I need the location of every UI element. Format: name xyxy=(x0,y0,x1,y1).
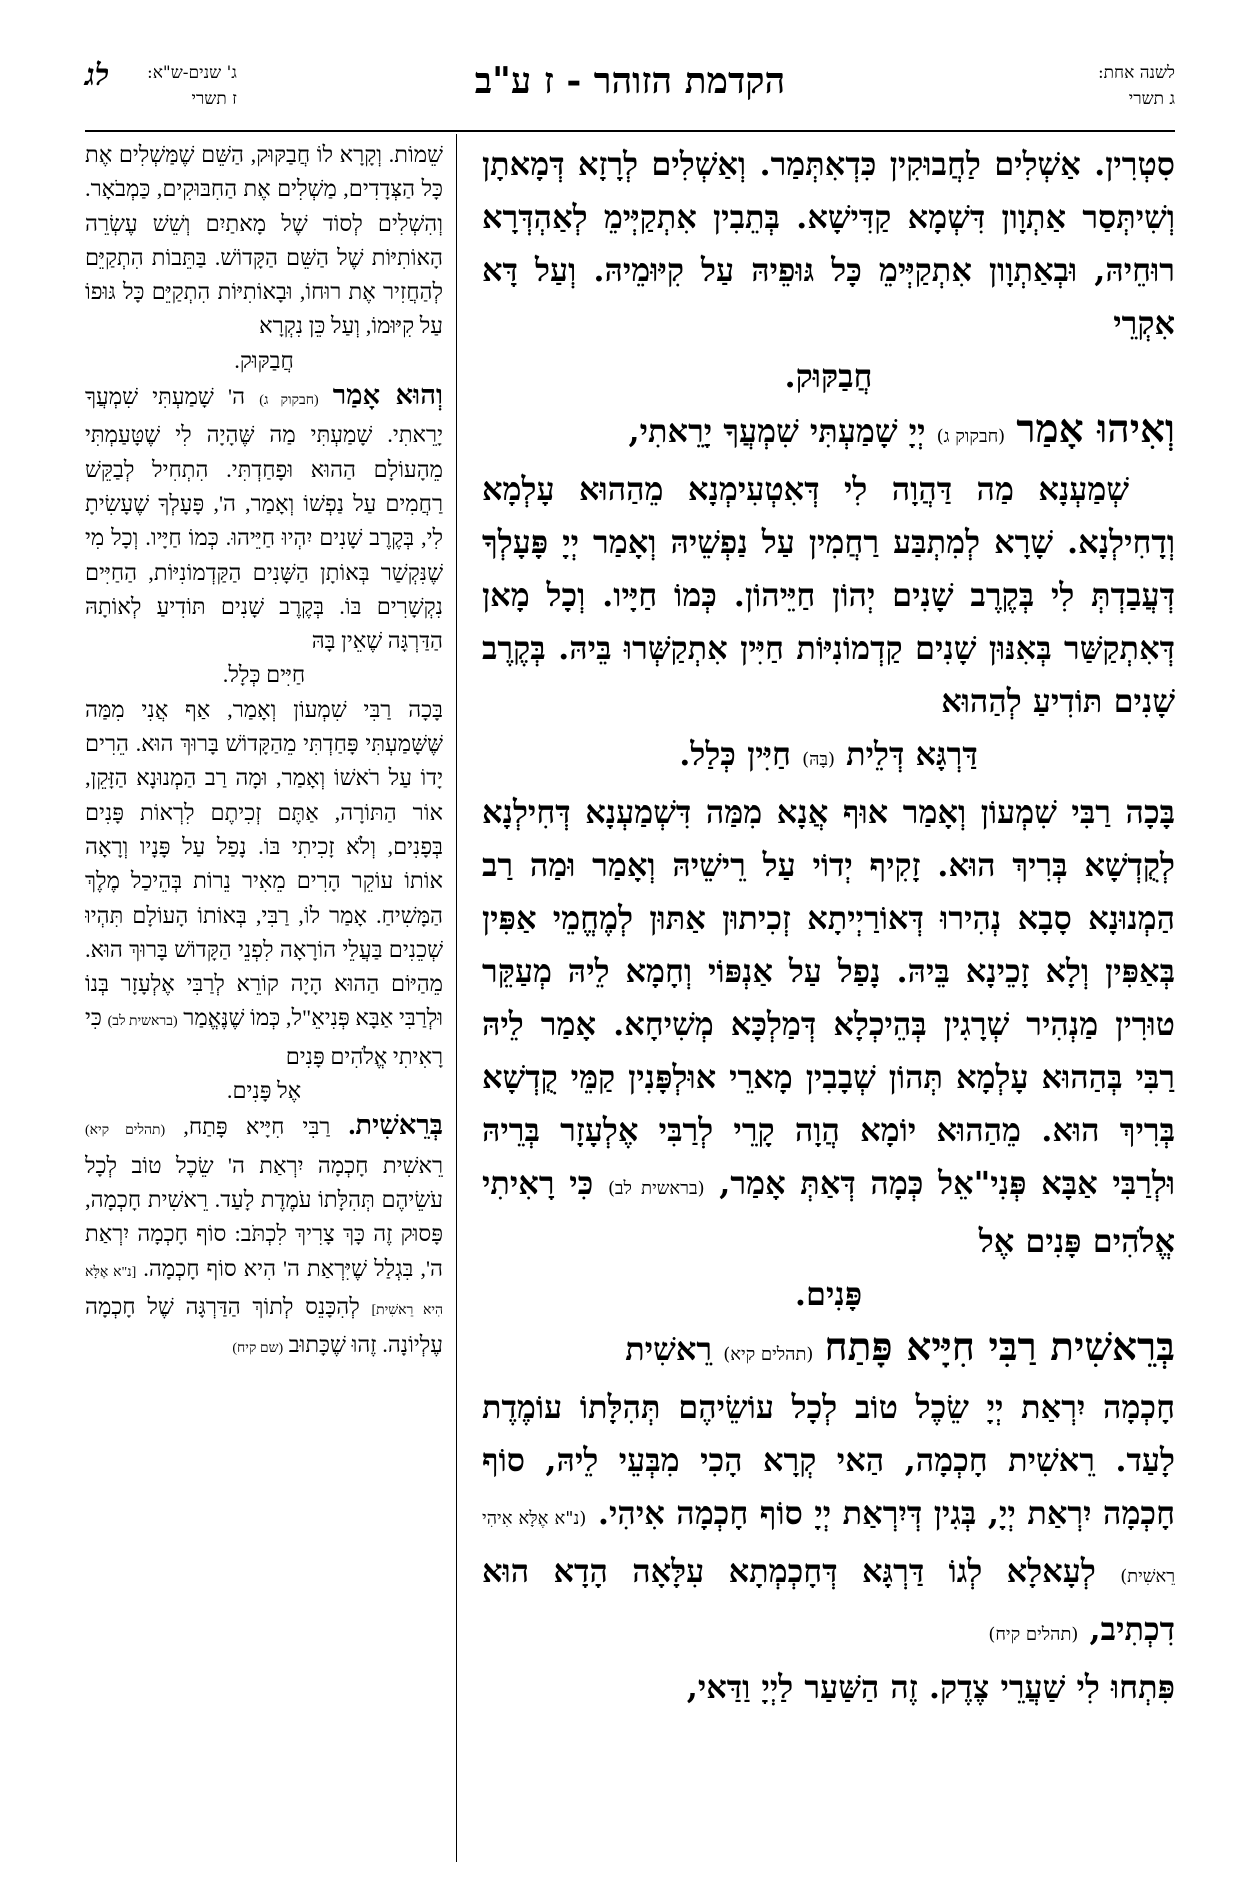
verse-citation: (תהלים קיא) xyxy=(723,1344,814,1365)
side-opening-words: וְהוּא אָמַר xyxy=(332,380,443,411)
side-text: אֶל פָּנִים. xyxy=(226,1078,302,1104)
main-paragraph xyxy=(482,463,1175,728)
variant-reading: (נ"א אֶלָּא אִיהִי רֵאשִׁית) xyxy=(482,1508,1175,1587)
header-three-years-date: ז תשרי xyxy=(191,89,237,109)
variant-reading: [נ"א אֶלָּא הִיא רֵאשִׁית] xyxy=(85,1264,443,1318)
side-paragraph xyxy=(85,138,443,344)
main-text: פָּנִים. xyxy=(794,1275,863,1313)
main-text: בָּכָה רַבִּי שִׁמְעוֹן וְאָמַר אוּף אֲנָא מִמַּה דִּשְׁמַעְנָא דְּחִילְנָא לְקֻדְשָׁא בְּרִיךְ הוּא. זָקִיף יְדוֹי עַל רֵישֵׁיהּ וְאָמַר וּמַה רַב הַמְנוּנָא סָבָא נְהִירוּ דְּאוֹרַיְיתָא זְכִיתוּן אַתּוּן לְמֶחֱמֵי אַפִּין בְּאַפִּין וְלָא זָכֵינָא בֵּיהּ. נָפַל עַל אַנְפּוֹי וְחָמָא לֵיהּ מְעַקֵּר טוּרִין מַנְהִיר שְׁרָגִין בְּהֵיכְלָא דְּמַלְכָּא מְשִׁיחָא. אָמַר לֵיהּ רַבִּי בְּהַהוּא עָלְמָא תְּהוֹן שְׁבָבִין מָארֵי אוּלְפָּנִין קַמֵּי קֻדְשָׁא בְּרִיךְ הוּא. מֵהַהוּא יוֹמָא הֲוָה קָרֵי לְרַבִּי אֶלְעָזָר בְּרֵיהּ וּלְרַבִּי אַבָּא פְּנִי"אֵל כְּמָה דְּאַתְּ אָמַר, xyxy=(482,793,1175,1202)
main-text: חָכְמָה יִרְאַת יְיָ שֵׂכֶל טוֹב לְכָל עוֹשֵׂיהֶם תְּהִלָּתוֹ עוֹמֶדֶת לָעַד. רֵאשִׁית חָכְמָה, הַאי קְרָא הָכִי מִבְּעֵי לֵיהּ, סוֹף חָכְמָה יִרְאַת יְיָ, בְּגִין דְּיִרְאַת יְיָ סוֹף חָכְמָה אִיהִי. xyxy=(482,1388,1175,1532)
main-paragraph xyxy=(482,1661,1175,1714)
aramaic-text-column xyxy=(482,138,1175,1858)
side-paragraph xyxy=(85,1108,443,1366)
side-paragraph xyxy=(85,693,443,1074)
main-text: יְיָ שָׁמַעְתִּי שִׁמְעֲךָ יָרֵאתִי, xyxy=(628,412,926,450)
main-paragraph-end xyxy=(482,728,1175,786)
page-number: לג xyxy=(85,58,109,93)
side-text: בָּכָה רַבִּי שִׁמְעוֹן וְאָמַר, אַף אֲנִי מִמַּה שֶּׁשָּׁמַעְתִּי פָּחַדְתִּי מֵהַקָּדוֹשׁ בָּרוּךְ הוּא. הֵרִים יָדוֹ עַל רֹאשׁוֹ וְאָמַר, וּמָה רַב הַמְנוּנָא הַזָּקֵן, אוֹר הַתּוֹרָה, אַתֶּם זְכִיתֶם לִרְאוֹת פָּנִים בְּפָנִים, וְלֹא זָכִיתִי בּוֹ. נָפַל עַל פָּנָיו וְרָאָה אוֹתוֹ עוֹקֵר הָרִים מֵאִיר נֵרוֹת בְּהֵיכַל מֶלֶךְ הַמָּשִׁיחַ. אָמַר לוֹ, רַבִּי, בְּאוֹתוֹ הָעוֹלָם תִּהְיוּ שְׁכֵנִים בַּעֲלֵי הוֹרָאָה לִפְנֵי הַקָּדוֹשׁ בָּרוּךְ הוּא. מֵהַיּוֹם הַהוּא הָיָה קוֹרֵא לְרַבִּי אֶלְעָזָר בְּנוֹ וּלְרַבִּי אַבָּא פְּנִיאֵ"ל, כְּמוֹ שֶׁנֶּאֱמַר xyxy=(85,696,443,1031)
main-text: סִטְרִין. אַשְׁלִים לַחֲבוּקִין כִּדְאִתְּמַר. וְאַשְׁלִים לְרָזָא דְּמָאתָן וְשִׁיתְּסַר אַתְוָון דִּשְׁמָא קַדִּישָׁא. בְּתֵבִין אִתְקַיְּימֵ לְאַהְדְּרָא רוּחֵיהּ, וּבְאַתְוָון אִתְקַיְּימֵ כָּל גּוּפֵיהּ עַל קִיּוּמֵיהּ. וְעַל דָּא אִקְרֵי xyxy=(482,145,1175,342)
header-one-year-label: לשנה אחת: xyxy=(1097,63,1175,83)
main-paragraph xyxy=(482,138,1175,350)
verse-citation: (תהלים קיא) xyxy=(85,1123,166,1139)
main-text: חַיִּין כְּלַל. xyxy=(679,735,791,773)
verse-citation: (חבקוק ג) xyxy=(936,426,1006,447)
side-paragraph-end xyxy=(85,658,443,692)
side-paragraph-end xyxy=(85,1074,443,1108)
main-paragraph xyxy=(482,403,1175,463)
verse-citation: (שם קיח) xyxy=(232,1341,284,1357)
column-divider xyxy=(456,134,457,1862)
main-opening-words: בְּרֵאשִׁית רַבִּי חִיָּיא פָּתַח xyxy=(824,1324,1175,1370)
verse-citation: (תהלים קיח) xyxy=(988,1624,1079,1645)
main-text: חֲבַקּוּק. xyxy=(784,357,873,395)
main-paragraph-end xyxy=(482,350,1175,403)
header-three-years-label: ג' שנים-ש"א: xyxy=(147,63,237,83)
header-date-three-years xyxy=(147,60,237,112)
side-text: חֲבַקּוּק. xyxy=(234,347,294,373)
side-paragraph-end xyxy=(85,344,443,378)
header-rule xyxy=(85,130,1175,132)
side-text: לְהִכָּנֵס לְתוֹךְ הַדַּרְגָּה שֶׁל חָכְמָה עֶלְיוֹנָה. זֶהוּ שֶׁכָּתוּב xyxy=(85,1293,443,1358)
side-opening-words: בְּרֵאשִׁית. xyxy=(348,1110,443,1141)
main-text: דַּרְגָּא דְּלֵית xyxy=(846,735,978,773)
side-text: חַיִּים כְּלָל. xyxy=(222,662,306,688)
main-text: כִּי רָאִיתִי אֱלֹהִים פָּנִים אֶל xyxy=(482,1164,1175,1260)
main-text: פִּתְחוּ לִי שַׁעֲרֵי צֶדֶק. זֶה הַשַּׁעַר לַיְיָ וַדַּאי, xyxy=(686,1668,1175,1706)
verse-citation: (בָּהּ) xyxy=(802,749,835,770)
verse-citation: (בראשית לב) xyxy=(107,1014,178,1030)
main-paragraph xyxy=(482,1321,1175,1381)
side-text: ה' שָׁמַעְתִּי שִׁמְעֲךָ יָרֵאתִי. שָׁמַעְתִּי מַה שֶּׁהָיָה לִי שֶׁטָּעַמְתִּי מֵהָעוֹלָם הַהוּא וּפָחַדְתִּי. הִתְחִיל לְבַקֵּשׁ רַחֲמִים עַל נַפְשׁוֹ וְאָמַר, ה', פָּעָלְךָ שֶׁעָשִׂיתָ לִי, בְּקֶרֶב שָׁנִים יִהְיוּ חַיֵּיהוּ. כְּמוֹ חַיָּיו. וְכָל מִי שֶׁנִּקְשַׁר בְּאוֹתָן הַשָּׁנִים הַקַּדְמוֹנִיּוֹת, הַחַיִּים נִקְשָׁרִים בּוֹ. בְּקֶרֶב שָׁנִים תּוֹדִיעַ לְאוֹתָהּ הַדַּרְגָּה שֶׁאֵין בָּהּ xyxy=(85,384,443,654)
hebrew-translation-column xyxy=(85,138,443,1858)
main-paragraph xyxy=(482,1381,1175,1661)
side-text: שֵׁמוֹת. וְקָרָא לוֹ חֲבַקּוּק, הַשֵּׁם שֶׁמַּשְׁלִים אֶת כָּל הַצְּדָדִים, מַשְׁלִים אֶת הַחִבּוּקִים, כַּמְבֹאָר. וְהִשְׁלִים לְסוֹד שֶׁל מָאתַיִם וְשֵׁשׁ עֶשְׂרֵה הָאוֹתִיּוֹת שֶׁל הַשֵּׁם הַקָּדוֹשׁ. בַּתֵּבוֹת הִתְקַיֵּם לְהַחֲזִיר אֶת רוּחוֹ, וּבָאוֹתִיּוֹת הִתְקַיֵּם כָּל גּוּפוֹ עַל קִיּוּמוֹ, וְעַל כֵּן נִקְרָא xyxy=(85,142,443,339)
main-paragraph-end xyxy=(482,1268,1175,1321)
main-opening-words: וְאִיהוּ אָמַר xyxy=(1016,406,1175,452)
side-text: רַבִּי חִיָּיא פָּתַח, xyxy=(183,1114,331,1140)
page-header xyxy=(85,56,1175,128)
side-text: רֵאשִׁית חָכְמָה יִרְאַת ה' שֵׂכֶל טוֹב לְכָל עֹשֵׂיהֶם תְּהִלָּתוֹ עֹמֶדֶת לָעַד. רֵאשִׁית חָכְמָה, פָּסוּק זֶה כָּךְ צָרִיךְ לִכְתֹּב: סוֹף חָכְמָה יִרְאַת ה', בִּגְלַל שֶׁיִּרְאַת ה' הִיא סוֹף חָכְמָה. xyxy=(85,1152,443,1281)
main-text: רֵאשִׁית xyxy=(625,1330,713,1368)
side-paragraph xyxy=(85,378,443,658)
verse-citation: (חבקוק ג) xyxy=(259,393,319,409)
header-one-year-date: ג תשרי xyxy=(1128,89,1175,109)
page-title: הקדמת הזוהר - ז ע"ב xyxy=(474,60,786,102)
main-text: לְעָאלָא לְגוֹ דַּרְגָּא דְּחָכְמְתָא עִלָּאָה הָדָא הוּא דִכְתִיב, xyxy=(482,1552,1175,1648)
verse-citation: (בראשית לב) xyxy=(607,1178,705,1199)
main-paragraph xyxy=(482,786,1175,1268)
main-text: שְׁמַעְנָא מַה דַּהֲוָה לִי דְּאִטְעִימְנָא מֵהַהוּא עָלְמָא וְדָחִילְנָא. שָׁרָא לְמִתְבַּע רַחֲמִין עַל נַפְשֵׁיהּ וְאָמַר יְיָ פָּעָלְךָ דְּעֲבַדְתְּ לִי בְּקֶרֶב שָׁנִים יְהוֹן חַיֵּיהוֹן. כְּמוֹ חַיָּיו. וְכָל מָאן דְּאִתְקַשַּׁר בְּאִנּוּן שָׁנִים קַדְמוֹנִיּוֹת חַיִּין אִתְקַשְּׁרוּ בֵּיהּ. בְּקֶרֶב שָׁנִים תּוֹדִיעַ לְהַהוּא xyxy=(482,470,1175,720)
side-text: כִּי רָאִיתִי אֱלֹהִים פָּנִים xyxy=(85,1005,443,1069)
